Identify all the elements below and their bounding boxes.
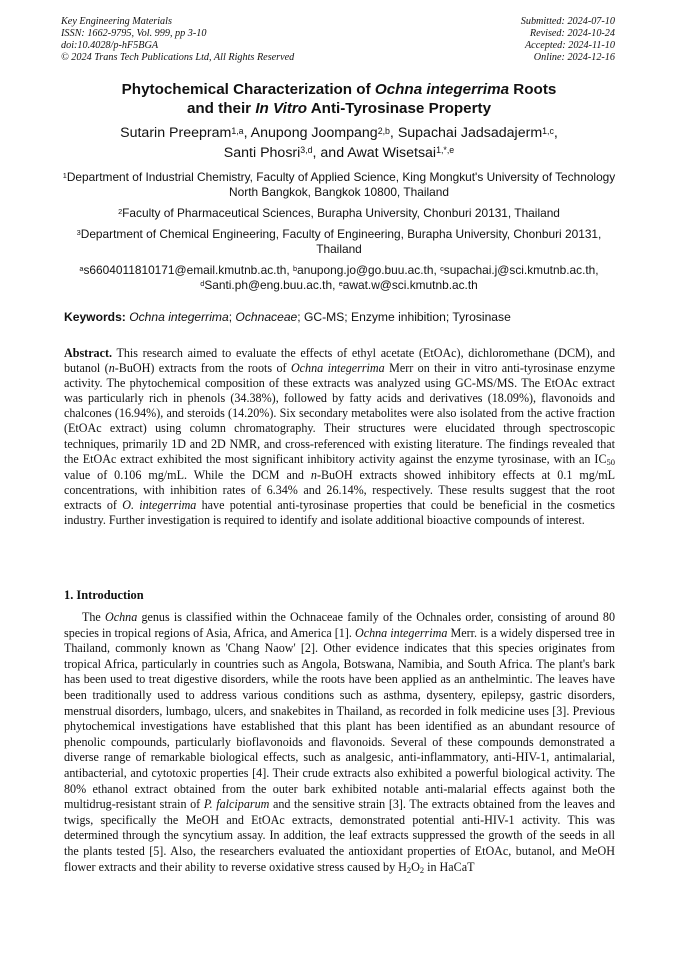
introduction-body: The Ochna genus is classified within the Ochnaceae family of the Ochnales order, consisting of around 80 species in tropical regions of Asia, Africa, and America [1]. Ochna integerrima Merr. is a widely dispersed tree in Thailand, commonly known as 'Chang Naow' [2]. Other evidence indicates that this species originates from tropical Africa, particularly in countries such as Angola, Botswana, Namibia, and South Africa. The plant's bark has been used to treat digestive disorders, while the roots have been applied as an anthelmintic. The leaves have been traditionally used to address various conditions such as asthma, dysentery, epilepsy, gastric disorders, menstrual disorders, lumbago, ulcers, and snakebites in Thailand, as recorded in folk medicine uses [3]. Previous phytochemical investigations have established that this plant has been identified as an abundant resource of phenolic compounds, particularly bioflavonoids and flavonoids. Several of these compounds demonstrated a diverse range of remarkable biological effects, such as analgesic, anti-inflammatory, anti-HIV-1, antimalarial, antibacterial, and cytotoxic properties [4]. Their crude extracts also exhibited a powerful biological activity. The 80% ethanol extract obtained from the outer bark exhibited notable anti-malarial effects against both the multidrug-resistant strain of P. falciparum and the sensitive strain [3]. The extracts obtained from the leaves and twigs, specifically the MeOH and EtOAc extracts, demonstrated potential anti-HIV-1 activity. This was determined through the syncytium assay. In addition, the leaf extracts suppressed the growth of the seeds in all the plants tested [5]. Also, the researchers evaluated the antioxidant properties of EtOAc, butanol, and MeOH flower extracts and their ability to reverse oxidative stress caused by $H_2O_2$ in HaCaT [64,610,616,875]
author: Supachai Jadsadajerm [397,125,543,141]
affiliation-1: $^1$Department of Industrial Chemistry, Faculty of Applied Science, King Mongkut's University of Technology North Bangkok, Bangkok 10800, Thailand [62,170,616,200]
abstract: Abstract. This research aimed to evaluate the effects of ethyl acetate (EtOAc), dichloromethane (DCM), and butanol (n-BuOH) extracts from the roots of Ochna integerrima Merr on their in vitro anti-tyrosinase enzyme activity. The phytochemical composition of these extracts was analyzed using GC-MS/MS. The EtOAc extract was particularly rich in phenols (34.38%), followed by fatty acids and derivatives (18.09%), flavonoids and chalcones (16.94%), and steroids (14.20%). Six secondary metabolites were also isolated from the active fraction (EtOAc extract) using column chromatography. Their structures were elucidated through spectroscopic techniques, primarily 1D and 2D NMR, and cross-referenced with existing literature. The findings revealed that the EtOAc extract exhibited the most significant inhibitory activity against the enzyme tyrosinase, with an $IC_{50}$ value of 0.106 mg/mL. While the DCM and n-BuOH extracts showed inhibitory effects at 0.1 mg/mL concentrations, with inhibition rates of 6.34% and 26.14%, respectively. These results suggest that the root extracts of O. integerrima have potential anti-tyrosinase properties that could be beneficial in the cosmetics industry. Further investigation is required to identify and isolate additional bioactive compounds of interest. [64,346,615,528]
copyright-line: © 2024 Trans Tech Publications Ltd, All Rights Reserved [61,52,295,63]
affiliation-3: $^3$Department of Chemical Engineering, Faculty of Engineering, Burapha University, Chonburi 20131, Thailand [76,226,602,256]
section-heading-introduction: 1. Introduction [64,588,144,602]
email-link[interactable]: s6604011810171@email.kmutnb.ac.th, [83,262,293,277]
author-list: Sutarin Preepram$^{1,a}$, Anupong Joompang$^{2,b}$, Supachai Jadsadajerm$^{1,c}$, Santi Phosri$^{3,d}$, and Awat Wisetsai$^{1,*,e}$ [120,125,558,161]
email-link[interactable]: anupong.jo@go.buu.ac.th, [297,262,441,277]
affiliation-2: $^2$Faculty of Pharmaceutical Sciences, Burapha University, Chonburi 20131, Thailand [118,205,560,220]
email-link[interactable]: Santi.ph@eng.buu.ac.th, [204,277,339,292]
revised-date: Revised: 2024-10-24 [529,28,615,39]
email-link[interactable]: supachai.j@sci.kmutnb.ac.th, [443,262,599,277]
author: Anupong Joompang [250,125,378,141]
affiliations [60,170,618,298]
journal-info [61,16,294,64]
publication-dates [521,16,615,64]
email-link[interactable]: awat.w@sci.kmutnb.ac.th [342,277,478,292]
journal-name: Key Engineering Materials [61,16,172,27]
abstract-label: Abstract. [64,346,113,360]
keywords: Keywords: Ochna integerrima; Ochnaceae; GC-MS; Enzyme inhibition; Tyrosinase [64,310,511,324]
online-date: Online: 2024-12-16 [533,52,615,63]
paper-title: Phytochemical Characterization of Ochna integerrima Roots and their In Vitro Anti-Tyrosinase Property [121,81,557,117]
author: Awat Wisetsai [347,144,437,161]
doi-line: doi:10.4028/p-hF5BGA [61,40,159,51]
keywords-label: Keywords: [64,310,126,324]
author-emails: $^a$s6604011810171@email.kmutnb.ac.th, $^b$anupong.jo@go.buu.ac.th, $^c$supachai.j@sci.kmutnb.ac.th, $^d$Santi.ph@eng.buu.ac.th, $^e$awat.w@sci.kmutnb.ac.th [79,262,599,292]
author: Sutarin Preepram [120,125,232,141]
accepted-date: Accepted: 2024-11-10 [524,40,615,51]
author: Santi Phosri [223,144,301,161]
issn-line: ISSN: 1662-9795, Vol. 999, pp 3-10 [61,28,207,39]
submitted-date: Submitted: 2024-07-10 [520,16,615,27]
